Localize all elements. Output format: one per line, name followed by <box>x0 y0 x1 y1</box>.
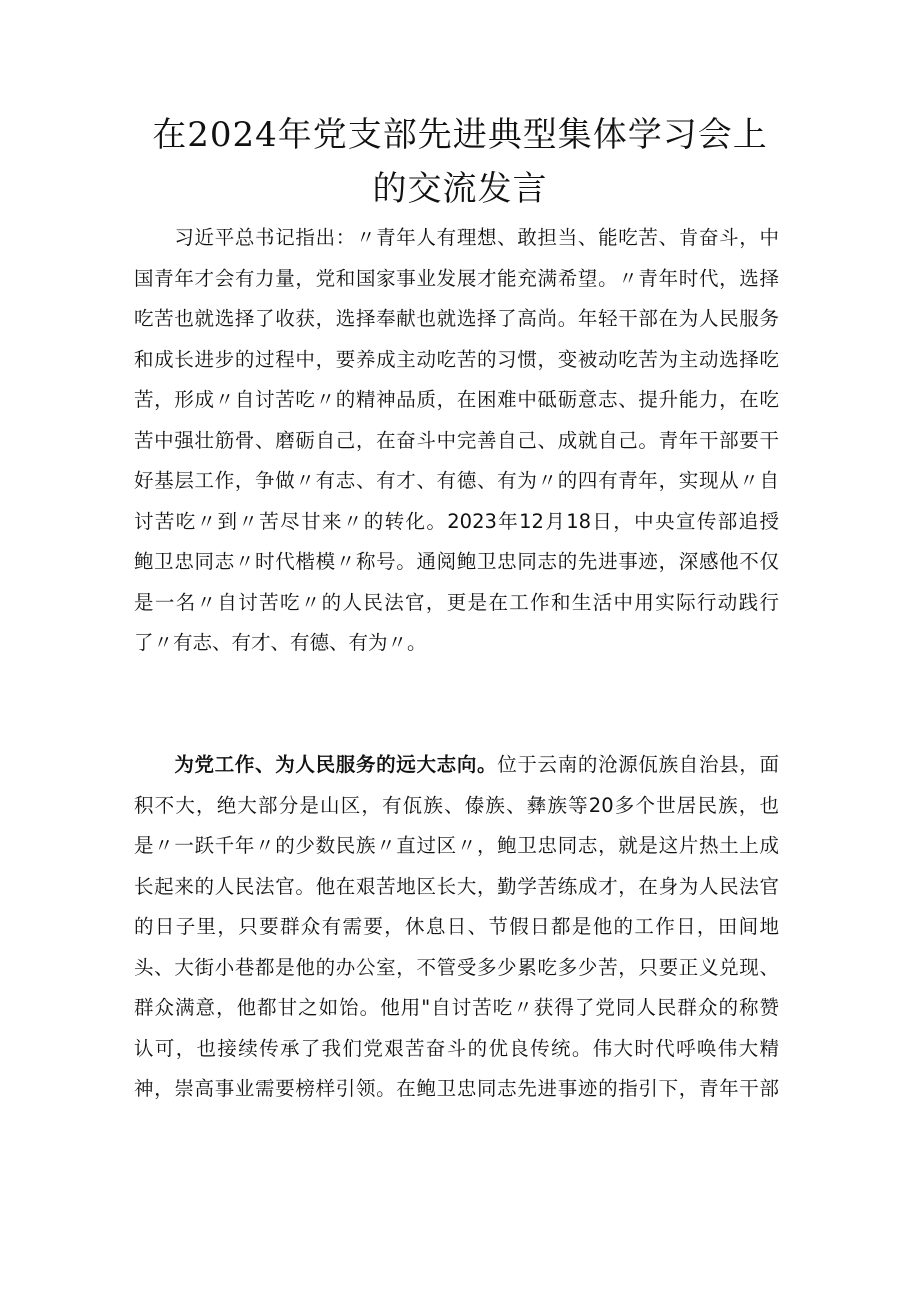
title-line: 的交流发言 <box>372 169 548 209</box>
text-line: 认可，也接续传承了我们党艰苦奋斗的优良传统。伟大时代呼唤伟大精 <box>134 1036 779 1060</box>
text-line: 好基层工作，争做〃有志、有才、有德、有为〃的四有青年，实现从〃自 <box>134 469 779 492</box>
text-line: 群众满意，他都甘之如饴。他用"自讨苦吃〃获得了党同人民群众的称赞 <box>134 996 779 1019</box>
text-line: 讨苦吃〃到〃苦尽甘来〃的转化。2023年12月18日，中央宣传部追授 <box>134 509 779 533</box>
text-line: 的日子里，只要群众有需要，休息日、节假日都是他的工作日，田间地 <box>134 915 779 938</box>
title-line: 在2024年党支部先进典型集体学习会上 <box>152 115 768 155</box>
text-line: 鲍卫忠同志〃时代楷模〃称号。通阅鲍卫忠同志的先进事迹，深感他不仅 <box>134 550 779 573</box>
section-heading: 为党工作、为人民服务的远大志向。 <box>134 753 498 776</box>
document-title <box>130 108 790 216</box>
text-line: 苦中强壮筋骨、磨砺自己，在奋斗中完善自己、成就自己。青年干部要干 <box>134 428 779 452</box>
text-span: 位于云南的沧源佤族自治县，面 <box>497 753 779 776</box>
text-line: 是一名〃自讨苦吃〃的人民法官，更是在工作和生活中用实际行动践行 <box>134 590 779 614</box>
paragraph-ambition <box>134 745 779 1110</box>
text-line: 吃苦也就选择了收获，选择奉献也就选择了高尚。年轻干部在为人民服务 <box>134 307 779 330</box>
paragraph-intro <box>134 218 779 664</box>
text-line: 和成长进步的过程中，要养成主动吃苦的习惯，变被动吃苦为主动选择吃 <box>134 347 779 371</box>
text-line <box>134 745 779 786</box>
text-line: 神，崇高事业需要榜样引领。在鲍卫忠同志先进事迹的指引下，青年干部 <box>134 1077 779 1100</box>
text-line: 积不大，绝大部分是山区，有佤族、傣族、彝族等20多个世居民族，也 <box>134 793 779 817</box>
text-line: 头、大街小巷都是他的办公室，不管受多少累吃多少苦，只要正义兑现、 <box>134 955 779 979</box>
text-line: 长起来的人民法官。他在艰苦地区长大，勤学苦练成才，在身为人民法官 <box>134 874 779 898</box>
text-line: 是〃一跃千年〃的少数民族〃直过区〃，鲍卫忠同志，就是这片热土上成 <box>134 834 779 857</box>
text-line: 国青年才会有力量，党和国家事业发展才能充满希望。〃青年时代，选择 <box>134 266 779 290</box>
text-line: 苦，形成〃自讨苦吃〃的精神品质，在困难中砥砺意志、提升能力，在吃 <box>134 388 779 411</box>
text-line: 了〃有志、有才、有德、有为〃。 <box>134 631 427 654</box>
text-line: 习近平总书记指出：〃青年人有理想、敢担当、能吃苦、肯奋斗，中 <box>134 226 779 249</box>
